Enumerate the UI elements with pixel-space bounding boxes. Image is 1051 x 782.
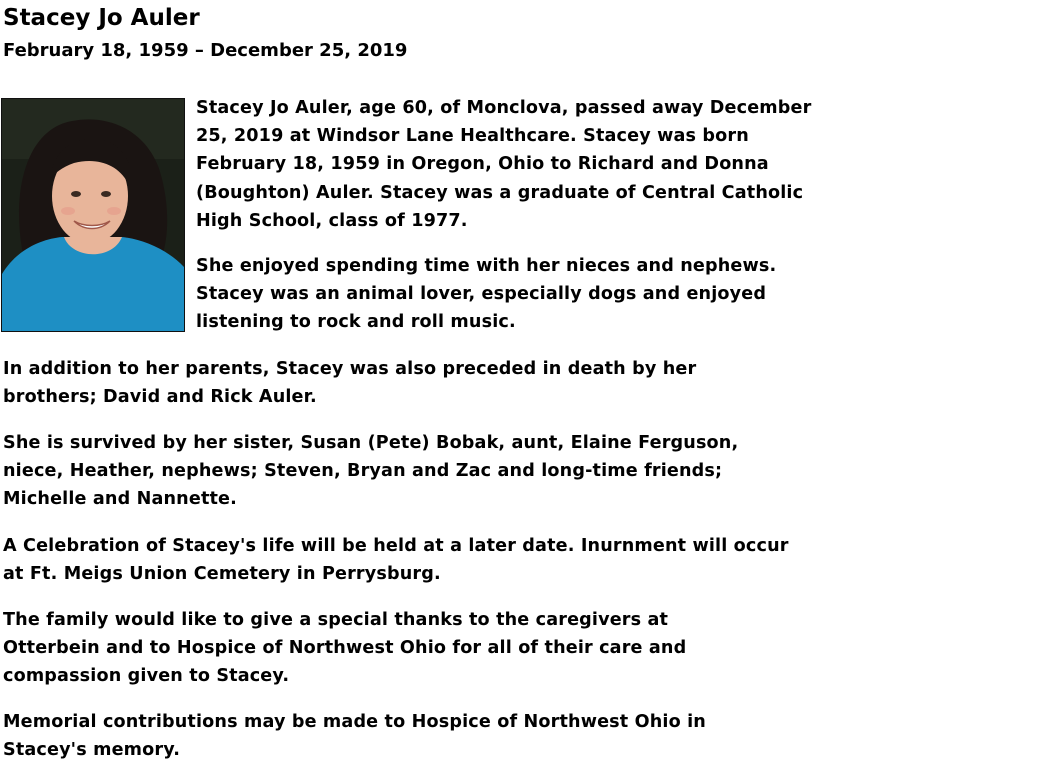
portrait-photo bbox=[1, 98, 185, 332]
paragraph-celebration: A Celebration of Stacey's life will be held at a later date. Inurnment will occur at Ft. Meigs Union Cemetery in Perrysburg. bbox=[3, 536, 789, 585]
paragraph-thanks: The family would like to give a special thanks to the caregivers at Otterbein and to Hospice of Northwest Ohio for all of their care and compassion given to Stacey. bbox=[3, 610, 687, 687]
paragraph-interests: She enjoyed spending time with her nieces and nephews. Stacey was an animal lover, especially dogs and enjoyed listening to rock and roll music. bbox=[196, 256, 777, 333]
portrait-illustration bbox=[2, 99, 184, 331]
obituary-dates: February 18, 1959 – December 25, 2019 bbox=[3, 40, 408, 61]
paragraph-survived-by: She is survived by her sister, Susan (Pete) Bobak, aunt, Elaine Ferguson, niece, Heather, nephews; Steven, Bryan and Zac and long-time friends; Michelle and Nannette. bbox=[3, 433, 739, 510]
obituary-title: Stacey Jo Auler bbox=[3, 5, 200, 31]
paragraph-memorial-contributions: Memorial contributions may be made to Hospice of Northwest Ohio in Stacey's memory. bbox=[3, 712, 706, 761]
paragraph-biography: Stacey Jo Auler, age 60, of Monclova, passed away December 25, 2019 at Windsor Lane Healthcare. Stacey was born February 18, 1959 in Oregon, Ohio to Richard and Donna (Boughton) Auler. Stacey was a graduate of Central Catholic High School, class of 1977. bbox=[196, 98, 812, 231]
paragraph-preceded-in-death: In addition to her parents, Stacey was also preceded in death by her brothers; David and Rick Auler. bbox=[3, 359, 697, 408]
